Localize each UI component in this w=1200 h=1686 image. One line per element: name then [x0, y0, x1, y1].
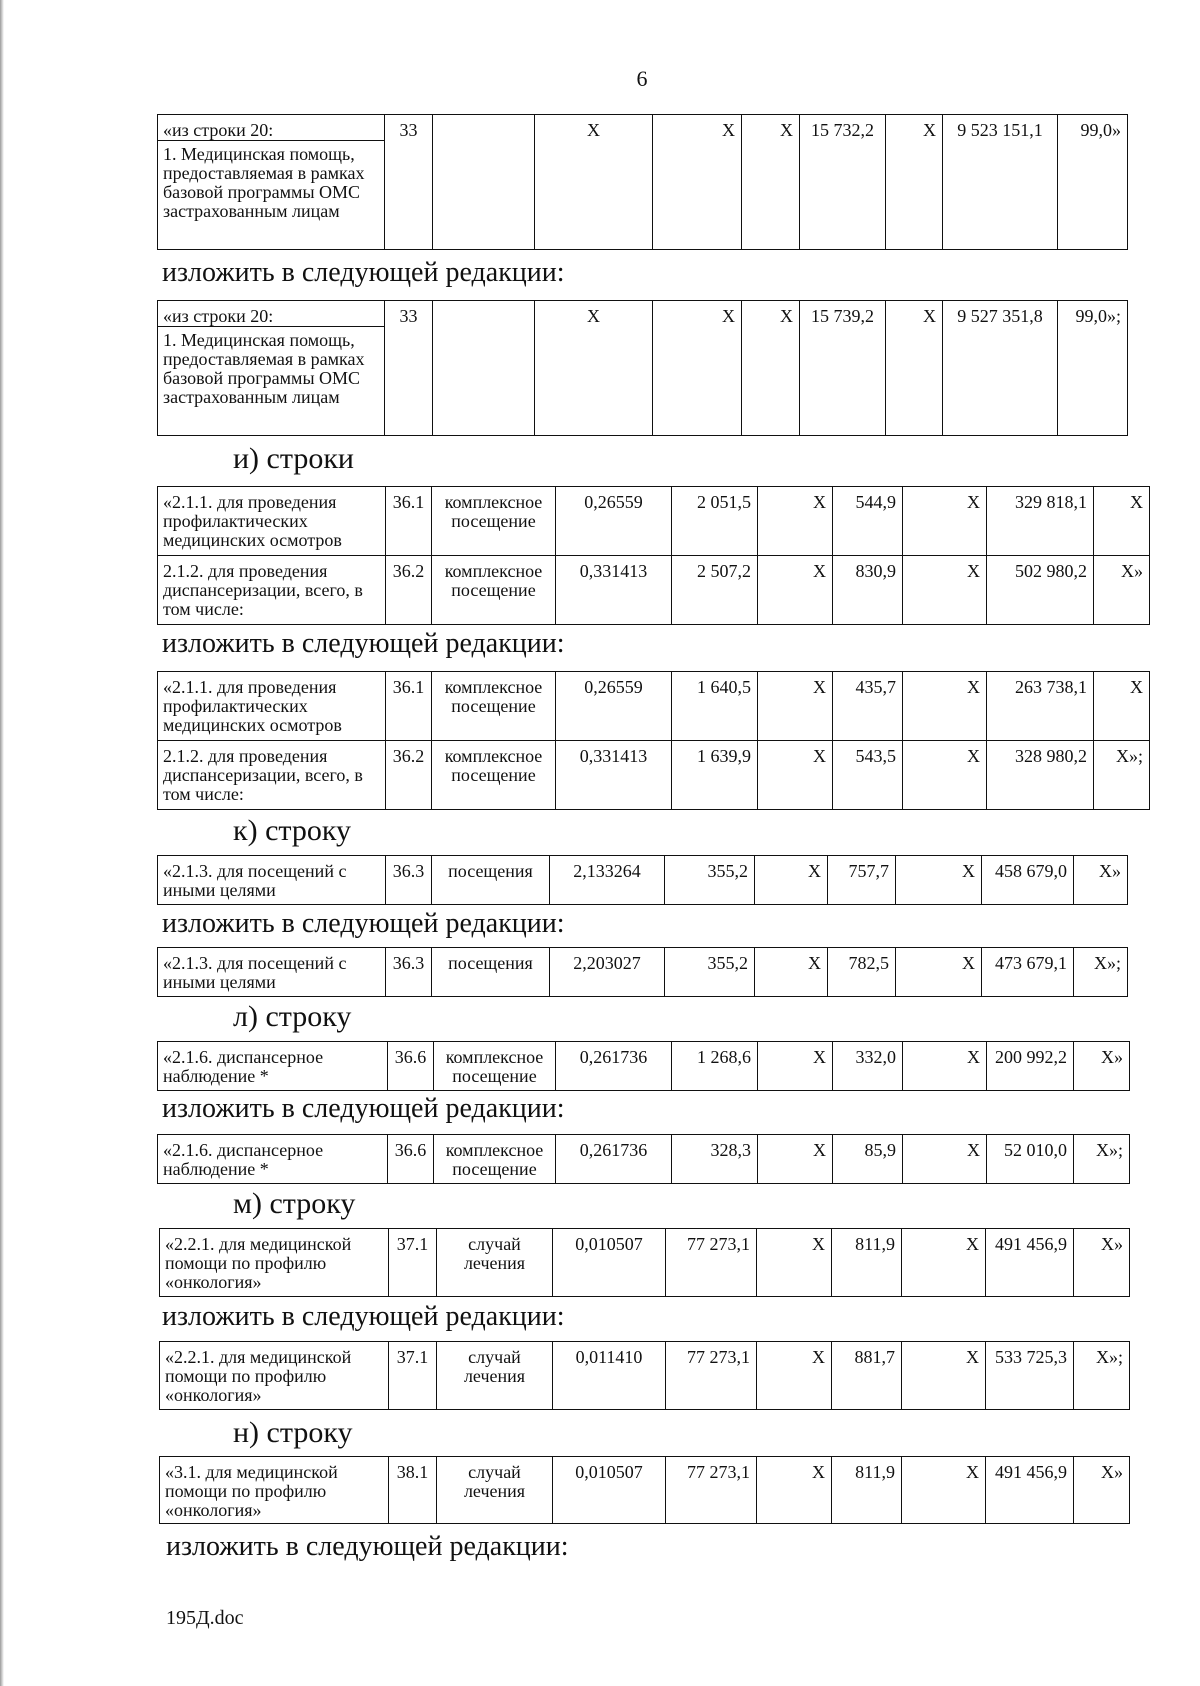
- table-cell: X»: [1074, 856, 1128, 905]
- row-number: 33: [385, 301, 433, 436]
- table-cell: 99,0»;: [1058, 301, 1128, 436]
- table-cell: 435,7: [833, 672, 903, 741]
- table-cell: 533 725,3: [986, 1342, 1074, 1410]
- row-label: «2.2.1. для медицинской помощи по профилю «онкология»: [160, 1342, 389, 1410]
- edit-heading: изложить в следующей редакции:: [162, 908, 565, 939]
- table-cell: X: [1094, 487, 1150, 556]
- table-cell: 9 527 351,8: [943, 301, 1058, 436]
- row-number: 36.1: [386, 672, 432, 741]
- item-m-heading: м) строку: [233, 1187, 356, 1220]
- row-label: «3.1. для медицинской помощи по профилю «онкология»: [160, 1457, 389, 1524]
- row-label: «2.1.6. диспансерное наблюдение *: [158, 1135, 388, 1184]
- row-number: 36.2: [386, 741, 432, 810]
- table-cell: X: [902, 1342, 986, 1410]
- edit-heading: изложить в следующей редакции:: [166, 1531, 569, 1562]
- edit-heading: изложить в следующей редакции:: [162, 257, 565, 288]
- table-cell: 757,7: [828, 856, 896, 905]
- table-cell: 0,26559: [556, 672, 672, 741]
- table-cell: 881,7: [832, 1342, 902, 1410]
- table-cell: X: [903, 1135, 987, 1184]
- table-2-2-1-new: [159, 1341, 1130, 1410]
- table-cell: 355,2: [665, 948, 755, 997]
- table-2-1-3-old: [157, 855, 1128, 905]
- row-number: 36.6: [388, 1042, 434, 1091]
- table-cell: 830,9: [833, 556, 903, 625]
- table-cell: X»;: [1074, 1135, 1130, 1184]
- table-2-1-6-new: [157, 1134, 1130, 1184]
- row-number: 36.1: [386, 487, 432, 556]
- table-cell: X: [758, 741, 833, 810]
- row-label: 2.1.2. для проведения диспансеризации, всего, в том числе:: [158, 741, 386, 810]
- table-cell: 99,0»: [1058, 115, 1128, 250]
- table-cell: X: [535, 115, 653, 250]
- table-cell: 1 639,9: [672, 741, 758, 810]
- table-cell: 0,011410: [553, 1342, 666, 1410]
- table-cell: 85,9: [833, 1135, 903, 1184]
- table-cell: 77 273,1: [666, 1229, 757, 1297]
- row-label: «2.1.6. диспансерное наблюдение *: [158, 1042, 388, 1091]
- table-cell: X: [757, 1229, 832, 1297]
- edit-heading: изложить в следующей редакции:: [162, 1093, 565, 1124]
- footer-filename: 195Д.doc: [166, 1607, 244, 1629]
- table-cell: 491 456,9: [986, 1229, 1074, 1297]
- table-cell: 1 640,5: [672, 672, 758, 741]
- unit-cell: комплексное посещение: [434, 1042, 556, 1091]
- row-number: 37.1: [389, 1229, 437, 1297]
- table-cell: 329 818,1: [987, 487, 1094, 556]
- scan-edge: [0, 0, 4, 1686]
- table-cell: 52 010,0: [987, 1135, 1074, 1184]
- row-label: 2.1.2. для проведения диспансеризации, всего, в том числе:: [158, 556, 386, 625]
- edit-heading: изложить в следующей редакции:: [162, 628, 565, 659]
- table-cell: 782,5: [828, 948, 896, 997]
- table-cell: 811,9: [832, 1229, 902, 1297]
- row-number: 36.3: [386, 948, 432, 997]
- item-n-heading: н) строку: [233, 1416, 353, 1449]
- row-number: 38.1: [389, 1457, 437, 1524]
- item-i-heading: и) строки: [233, 442, 354, 475]
- table-cell: 491 456,9: [986, 1457, 1074, 1524]
- table-cell: 811,9: [832, 1457, 902, 1524]
- table-cell: X»: [1074, 1457, 1130, 1524]
- table-cell: 77 273,1: [666, 1342, 757, 1410]
- table-cell: X: [896, 856, 982, 905]
- table-cell: X: [755, 856, 828, 905]
- row-label: «из строки 20:: [158, 115, 385, 141]
- table-cell: X»;: [1074, 948, 1128, 997]
- table-cell: X»: [1074, 1042, 1130, 1091]
- row-label: «из строки 20:: [158, 301, 385, 327]
- table-cell: 502 980,2: [987, 556, 1094, 625]
- table-cell: 77 273,1: [666, 1457, 757, 1524]
- row-label: «2.2.1. для медицинской помощи по профилю «онкология»: [160, 1229, 389, 1297]
- unit-cell: комплексное посещение: [432, 672, 556, 741]
- table-cell: 0,261736: [556, 1042, 672, 1091]
- row-number: 36.3: [386, 856, 432, 905]
- table-cell: 2,203027: [550, 948, 665, 997]
- row-label: «2.1.3. для посещений с иными целями: [158, 856, 386, 905]
- table-cell: 328 980,2: [987, 741, 1094, 810]
- table-2-2-1-old: [159, 1228, 1130, 1297]
- table-cell: 355,2: [665, 856, 755, 905]
- table-3-1-old: [159, 1456, 1130, 1524]
- table-cell: 200 992,2: [987, 1042, 1074, 1091]
- table-cell: 2 051,5: [672, 487, 758, 556]
- row-number: 33: [385, 115, 433, 250]
- table-cell: 0,010507: [553, 1457, 666, 1524]
- edit-heading: изложить в следующей редакции:: [162, 1301, 565, 1332]
- table-cell: X: [742, 301, 800, 436]
- unit-cell: комплексное посещение: [434, 1135, 556, 1184]
- table-cell: X»: [1074, 1229, 1130, 1297]
- row-number: 37.1: [389, 1342, 437, 1410]
- table-cell: X: [758, 556, 833, 625]
- table-cell: X: [903, 1042, 987, 1091]
- table-cell: [433, 115, 535, 250]
- table-cell: X: [903, 741, 987, 810]
- table-cell: X: [902, 1229, 986, 1297]
- row-label: «2.1.3. для посещений с иными целями: [158, 948, 386, 997]
- table-cell: 0,010507: [553, 1229, 666, 1297]
- table-cell: X: [886, 301, 943, 436]
- table-2-1-1-new: [157, 671, 1150, 810]
- table-cell: X: [902, 1457, 986, 1524]
- table-cell: 2,133264: [550, 856, 665, 905]
- table-cell: 1 268,6: [672, 1042, 758, 1091]
- unit-cell: посещения: [432, 856, 550, 905]
- table-cell: 9 523 151,1: [943, 115, 1058, 250]
- table-cell: 263 738,1: [987, 672, 1094, 741]
- table-2-1-1-old: [157, 486, 1150, 625]
- table-2-1-6-old: [157, 1041, 1130, 1091]
- table-cell: 328,3: [672, 1135, 758, 1184]
- item-k-heading: к) строку: [233, 814, 352, 847]
- table-cell: 0,26559: [556, 487, 672, 556]
- table-cell: X»;: [1094, 741, 1150, 810]
- unit-cell: комплексное посещение: [432, 741, 556, 810]
- table-cell: 0,331413: [556, 741, 672, 810]
- row-label: «2.1.1. для проведения профилактических медицинских осмотров: [158, 672, 386, 741]
- table-cell: 332,0: [833, 1042, 903, 1091]
- table-row-20-new: [157, 300, 1128, 436]
- table-cell: X: [653, 301, 742, 436]
- item-l-heading: л) строку: [233, 1000, 352, 1033]
- table-cell: 544,9: [833, 487, 903, 556]
- table-cell: X: [755, 948, 828, 997]
- row-description: 1. Медицинская помощь, предоставляемая в рамках базовой программы ОМС застрахованным лицам: [158, 141, 385, 250]
- table-cell: X: [758, 672, 833, 741]
- table-2-1-3-new: [157, 947, 1128, 997]
- table-cell: 2 507,2: [672, 556, 758, 625]
- table-cell: X: [757, 1457, 832, 1524]
- table-cell: 15 732,2: [800, 115, 886, 250]
- table-cell: [433, 301, 535, 436]
- row-description: 1. Медицинская помощь, предоставляемая в рамках базовой программы ОМС застрахованным лицам: [158, 327, 385, 436]
- row-number: 36.2: [386, 556, 432, 625]
- unit-cell: комплексное посещение: [432, 487, 556, 556]
- table-cell: X»: [1094, 556, 1150, 625]
- table-cell: X: [903, 487, 987, 556]
- table-cell: X: [742, 115, 800, 250]
- unit-cell: случай лечения: [437, 1342, 553, 1410]
- row-label: «2.1.1. для проведения профилактических медицинских осмотров: [158, 487, 386, 556]
- table-cell: X: [896, 948, 982, 997]
- table-cell: X: [757, 1342, 832, 1410]
- table-cell: 473 679,1: [982, 948, 1074, 997]
- table-cell: 543,5: [833, 741, 903, 810]
- table-cell: 458 679,0: [982, 856, 1074, 905]
- table-cell: X: [758, 1042, 833, 1091]
- table-cell: X: [535, 301, 653, 436]
- table-cell: X: [758, 487, 833, 556]
- unit-cell: посещения: [432, 948, 550, 997]
- table-cell: X: [903, 672, 987, 741]
- table-cell: X: [653, 115, 742, 250]
- page-number: 6: [636, 66, 648, 91]
- table-cell: 15 739,2: [800, 301, 886, 436]
- table-cell: X: [903, 556, 987, 625]
- unit-cell: случай лечения: [437, 1457, 553, 1524]
- table-cell: X: [758, 1135, 833, 1184]
- table-cell: X»;: [1074, 1342, 1130, 1410]
- table-cell: X: [1094, 672, 1150, 741]
- table-cell: X: [886, 115, 943, 250]
- unit-cell: комплексное посещение: [432, 556, 556, 625]
- unit-cell: случай лечения: [437, 1229, 553, 1297]
- table-cell: 0,331413: [556, 556, 672, 625]
- table-cell: 0,261736: [556, 1135, 672, 1184]
- table-row-20-old: [157, 114, 1128, 250]
- row-number: 36.6: [388, 1135, 434, 1184]
